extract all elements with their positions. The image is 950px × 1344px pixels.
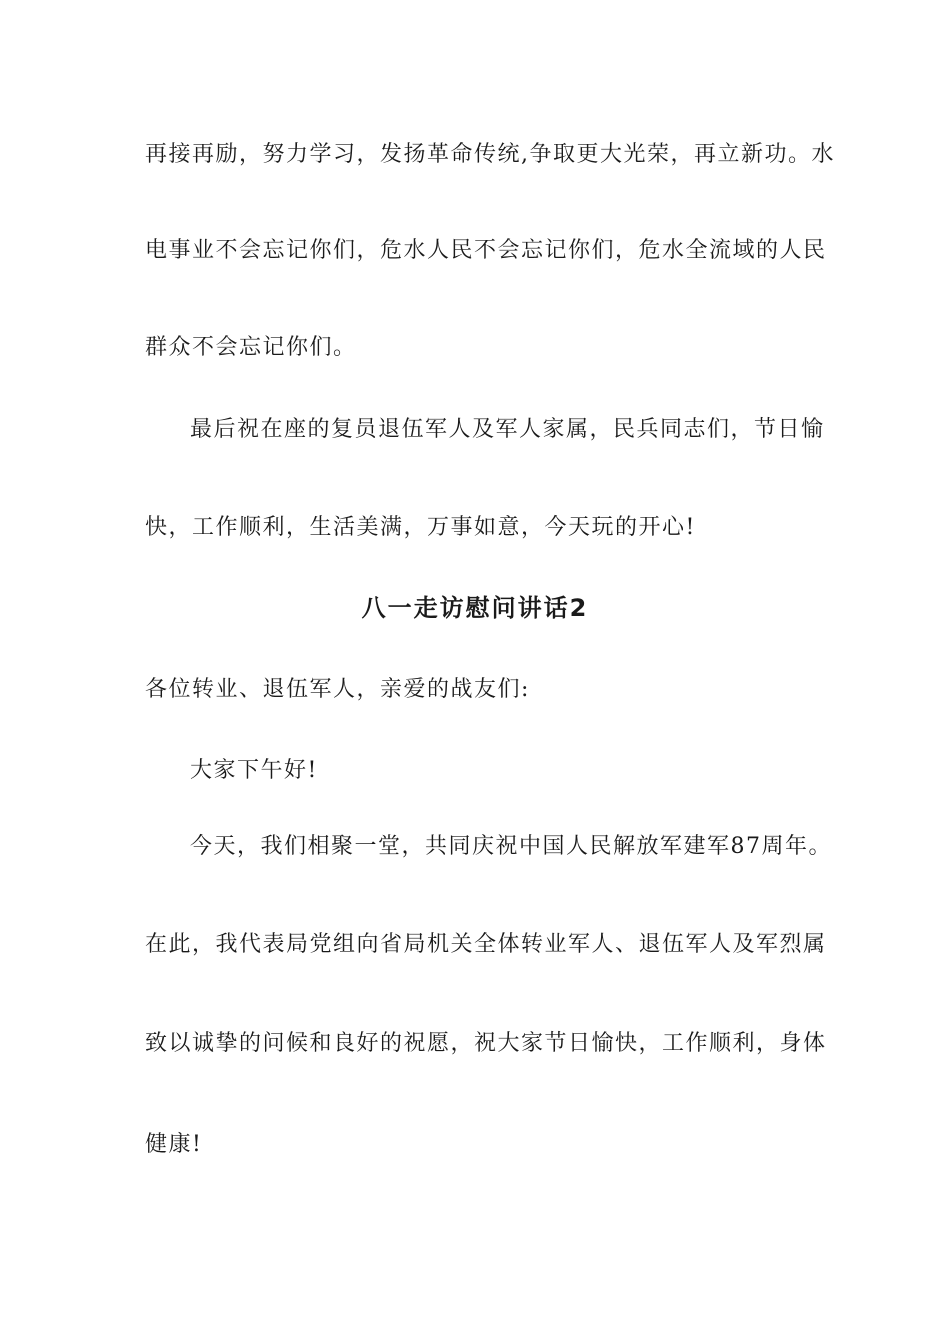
salutation-line: 各位转业、退伍军人，亲爱的战友们: <box>145 677 530 702</box>
paragraph-line: 最后祝在座的复员退伍军人及军人家属，民兵同志们，节日愉 <box>190 417 825 442</box>
paragraph-line: 致以诚挚的问候和良好的祝愿，祝大家节日愉快，工作顺利，身体 <box>145 1031 827 1056</box>
paragraph-line: 电事业不会忘记你们，危水人民不会忘记你们，危水全流域的人民 <box>145 238 827 263</box>
section-heading: 八一走访慰问讲话2 <box>361 594 589 622</box>
paragraph-line: 健康! <box>145 1132 203 1157</box>
paragraph-line: 今天，我们相聚一堂，共同庆祝中国人民解放军建军87周年。 <box>190 834 832 859</box>
paragraph-line: 再接再励，努力学习，发扬革命传统,争取更大光荣，再立新功。水 <box>145 142 835 167</box>
paragraph-line: 快，工作顺利，生活美满，万事如意，今天玩的开心! <box>145 515 696 540</box>
paragraph-line: 群众不会忘记你们。 <box>145 335 357 360</box>
paragraph-line: 在此，我代表局党组向省局机关全体转业军人、退伍军人及军烈属 <box>145 932 827 957</box>
greeting-line: 大家下午好! <box>190 758 318 783</box>
